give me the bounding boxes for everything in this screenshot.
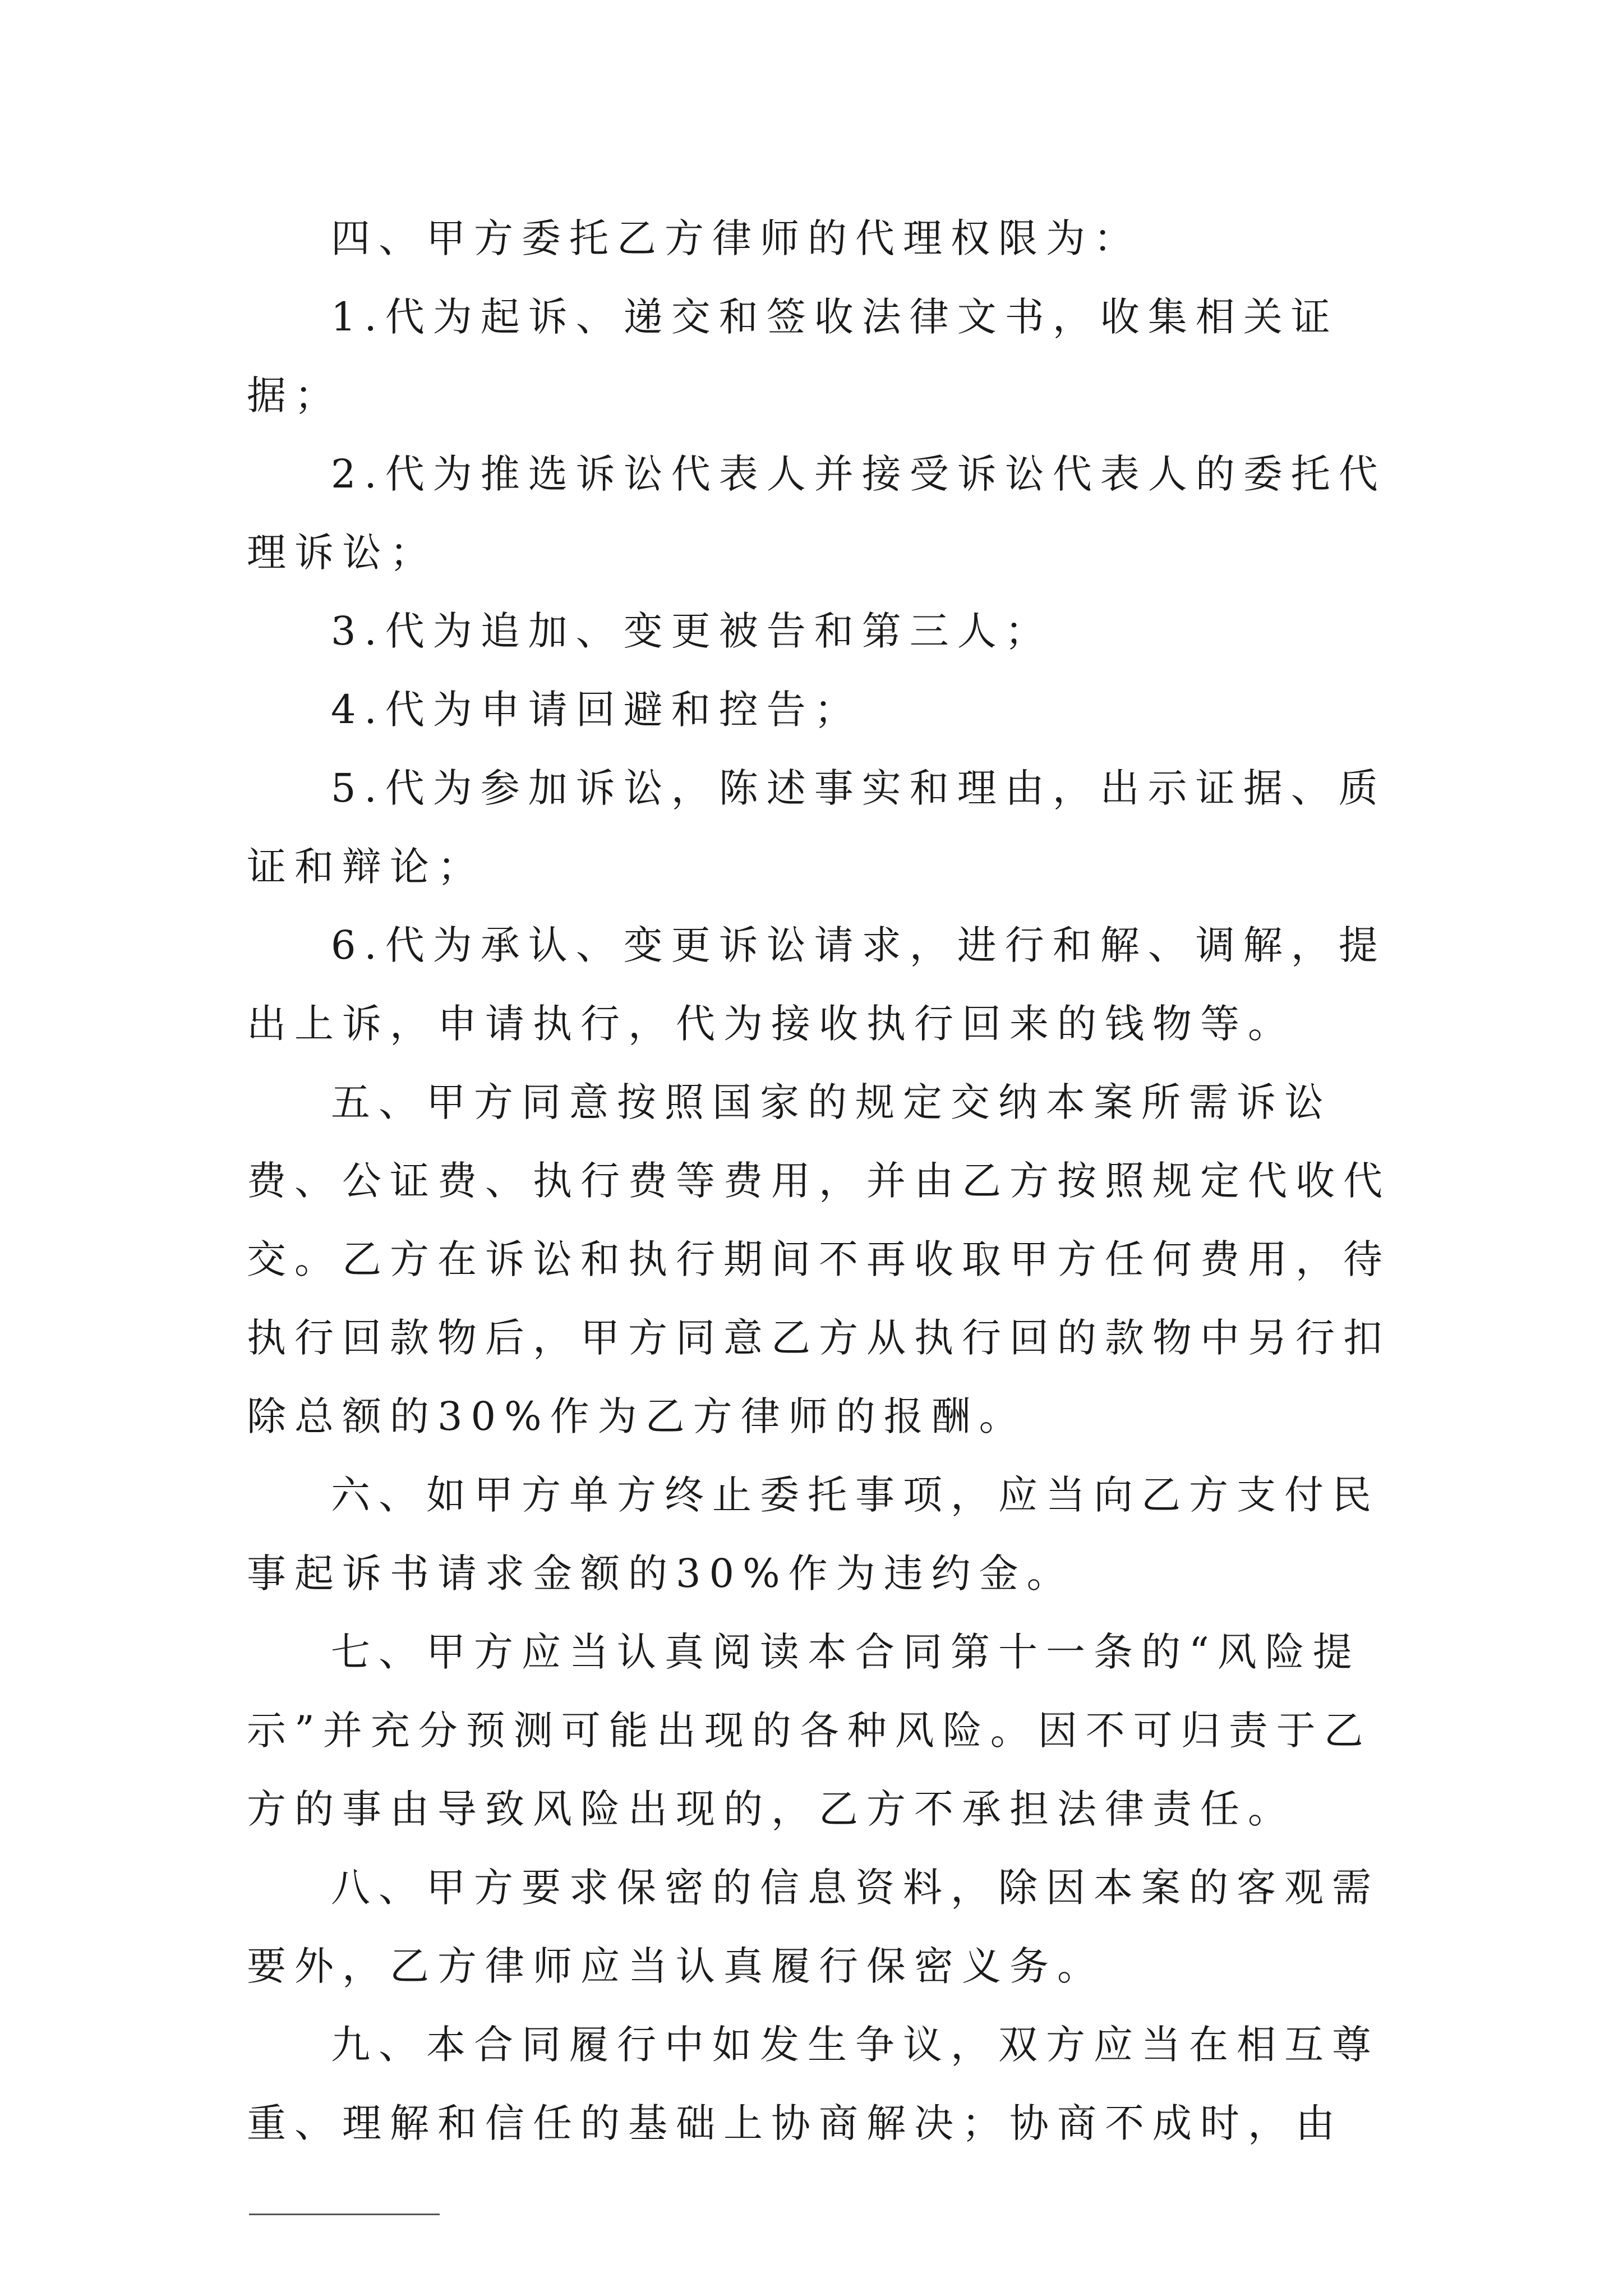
clause-7: 七、甲方应当认真阅读本合同第十一条的“风险提示”并充分预测可能出现的各种风险。因不可归责于乙方的事由导致风险出现的，乙方不承担法律责任。 bbox=[247, 1629, 1372, 1832]
clause-4-item-6: 6.代为承认、变更诉讼请求，进行和解、调解，提出上诉，申请执行，代为接收执行回来的钱物等。 bbox=[247, 922, 1386, 1047]
clause-8: 八、甲方要求保密的信息资料，除因本案的客观需要外，乙方律师应当认真履行保密义务。 bbox=[247, 1865, 1380, 1989]
clause-4-item-2: 2.代为推选诉讼代表人并接受诉讼代表人的委托代理诉讼； bbox=[247, 451, 1386, 576]
clause-4-item-3: 3.代为追加、变更被告和第三人； bbox=[331, 608, 1053, 654]
fill-in-blank-line bbox=[249, 2174, 440, 2215]
clause-9 bbox=[247, 2005, 1402, 2241]
clause-4-item-4: 4.代为申请回避和控告； bbox=[331, 687, 862, 733]
clause-9-text: 九、本合同履行中如发生争议，双方应当在相互尊重、理解和信任的基础上协商解决；协商不成时，由 bbox=[247, 2022, 1380, 2146]
contract-text-body bbox=[247, 199, 1402, 2241]
clause-6: 六、如甲方单方终止委托事项，应当向乙方支付民事起诉书请求金额的30%作为违约金。 bbox=[247, 1472, 1380, 1596]
clause-5: 五、甲方同意按照国家的规定交纳本案所需诉讼费、公证费、执行费等费用，并由乙方按照规定代收代交。乙方在诉讼和执行期间不再收取甲方任何费用，待执行回款物后，甲方同意乙方从执行回的款物中另行扣除总额的30%作为乙方律师的报酬。 bbox=[247, 1079, 1391, 1439]
clause-4-item-1: 1.代为起诉、递交和签收法律文书，收集相关证据； bbox=[247, 294, 1339, 418]
clause-4-heading: 四、甲方委托乙方律师的代理权限为： bbox=[331, 215, 1141, 261]
clause-4-item-5: 5.代为参加诉讼，陈述事实和理由，出示证据、质证和辩论； bbox=[247, 765, 1386, 890]
